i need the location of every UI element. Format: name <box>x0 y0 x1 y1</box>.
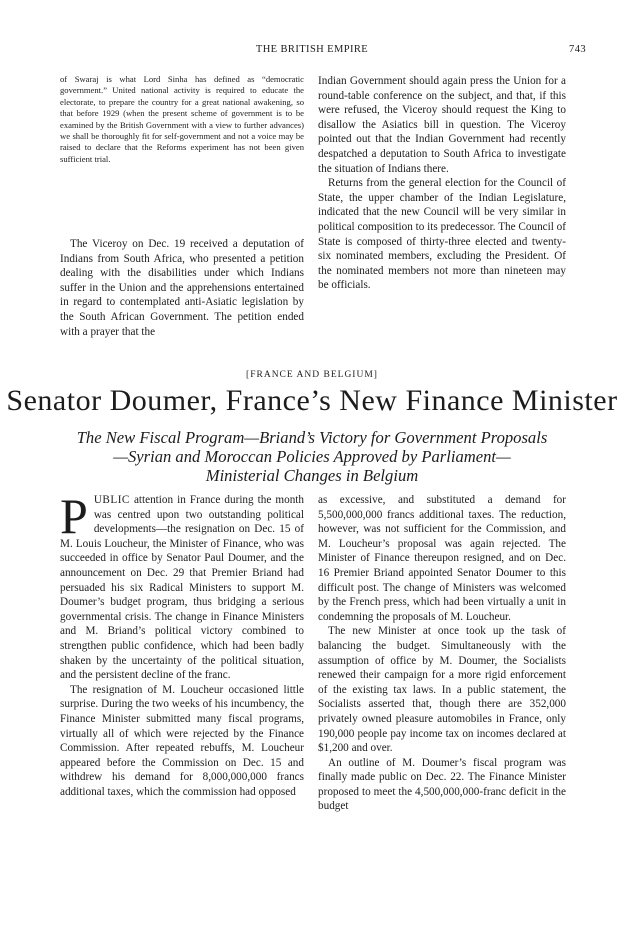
viceroy-deputation-paragraph: The Viceroy on Dec. 19 received a deputation of Indians from South Africa, who presented a petition dealing with the disabilities under which Indians suffer in the Union and the apprehensions entertained in regard to contemplated anti-Asiatic legislation by the South African Government. The petition ended with a prayer that the <box>60 238 304 338</box>
lead-paragraph-text: attention in France during the month was centred upon two outstanding political developments—the resignation on Dec. 15 of M. Louis Loucheur, the Minister of Finance, who was succeeded in office by Senator Paul Doumer, and the announcement on Dec. 29 that Premier Briand had persuaded his six Radical Ministers to support M. Doumer’s budget program, thus bridging a serious governmental crisis. The change in Finance Ministers and M. Briand’s political victory combined to strengthen public confidence, which had been badly shaken by the uncertainty of the political situation, and the persistent decline of the franc. <box>60 494 304 682</box>
article-headline: Senator Doumer, France’s New Finance Minister <box>6 384 618 417</box>
running-title: THE BRITISH EMPIRE <box>255 44 369 55</box>
running-head <box>0 44 624 60</box>
article-paragraph: The new Minister at once took up the task of balancing the budget. Simultaneously with the assumption of office by M. Doumer, the Socialists renewed their campaign for a more rigid enforcement of the existing tax laws. In a public statement, the Socialists asserted that, though there are 352,000 privately owned pleasure automobiles in France, only 190,000 people pay income tax on incomes declared at $1,200 and over. <box>318 625 566 755</box>
council-of-state-paragraph: Returns from the general election for the Council of State, the upper chamber of the Indian Legislature, indicated that the new Council will be very similar in political composition to its predecessor. The Council of State is composed of thirty-three elected and twenty-six nominated members, excluding the President. Of the nominated members not more than nineteen may be officials. <box>318 177 566 292</box>
subhead-line: Ministerial Changes in Belgium <box>205 466 419 485</box>
lead-small-caps: UBLIC <box>93 494 130 506</box>
section-label: [FRANCE AND BELGIUM] <box>246 370 378 380</box>
upper-left-small-paragraph <box>60 74 304 165</box>
indian-government-paragraph: Indian Government should again press the Union for a round-table conference on the subject, and that, if this were refused, the Viceroy should request the King to disallow the Asiatics bill in question. The Viceroy pointed out that the Indian Government had recently despatched a deputation to South Africa to investigate the situation of Indians there. <box>318 75 566 175</box>
page-number: 743 <box>569 44 586 55</box>
article-paragraph: as excessive, and substituted a demand for 5,500,000,000 francs additional taxes. The reduction, however, was not sufficient for the Commission, and M. Loucheur’s proposal was again rejected. The Minister of Finance thereupon resigned, and on Dec. 16 Premier Briand appointed Senator Doumer to this difficult post. The change of Ministers was welcomed by the French press, which had been virtually a unit in condemning the proposals of M. Loucheur. <box>318 494 566 623</box>
drop-cap: P <box>60 488 88 544</box>
article-right-column <box>318 493 566 814</box>
small-note-text: of Swaraj is what Lord Sinha has defined as “democratic government.” United national activity is required to educate the electorate, to prepare the country for a great national awakening, so that before 1929 (when the present scheme of government is to be examined by the British Government with a view to further advances) we shall be thoroughly fit for self-government and not a voice may be raised to declare that the Reforms experiment has not been given sufficient trial. <box>60 74 304 164</box>
upper-left-column <box>60 237 304 339</box>
loucheur-resignation-paragraph: The resignation of M. Loucheur occasioned little surprise. During the two weeks of his incumbency, the Finance Minister submitted many fiscal programs, virtually all of which were rejected by the Finance Commission. After repeated rebuffs, M. Loucheur appeared before the Commission on Dec. 15 and withdrew his demand for 8,000,000,000 francs additional taxes, which the commission had opposed <box>60 683 304 798</box>
article-left-column <box>60 488 304 799</box>
subhead-line: —Syrian and Moroccan Policies Approved by Parliament— <box>113 447 511 466</box>
article-subhead <box>40 428 584 485</box>
upper-right-column <box>318 74 566 293</box>
article-lead-paragraph <box>60 488 304 683</box>
subhead-line: The New Fiscal Program—Briand’s Victory for Government Proposals <box>76 428 548 447</box>
article-paragraph: An outline of M. Doumer’s fiscal program was finally made public on Dec. 22. The Finance Minister proposed to meet the 4,500,000,000-franc deficit in the budget <box>318 756 566 813</box>
